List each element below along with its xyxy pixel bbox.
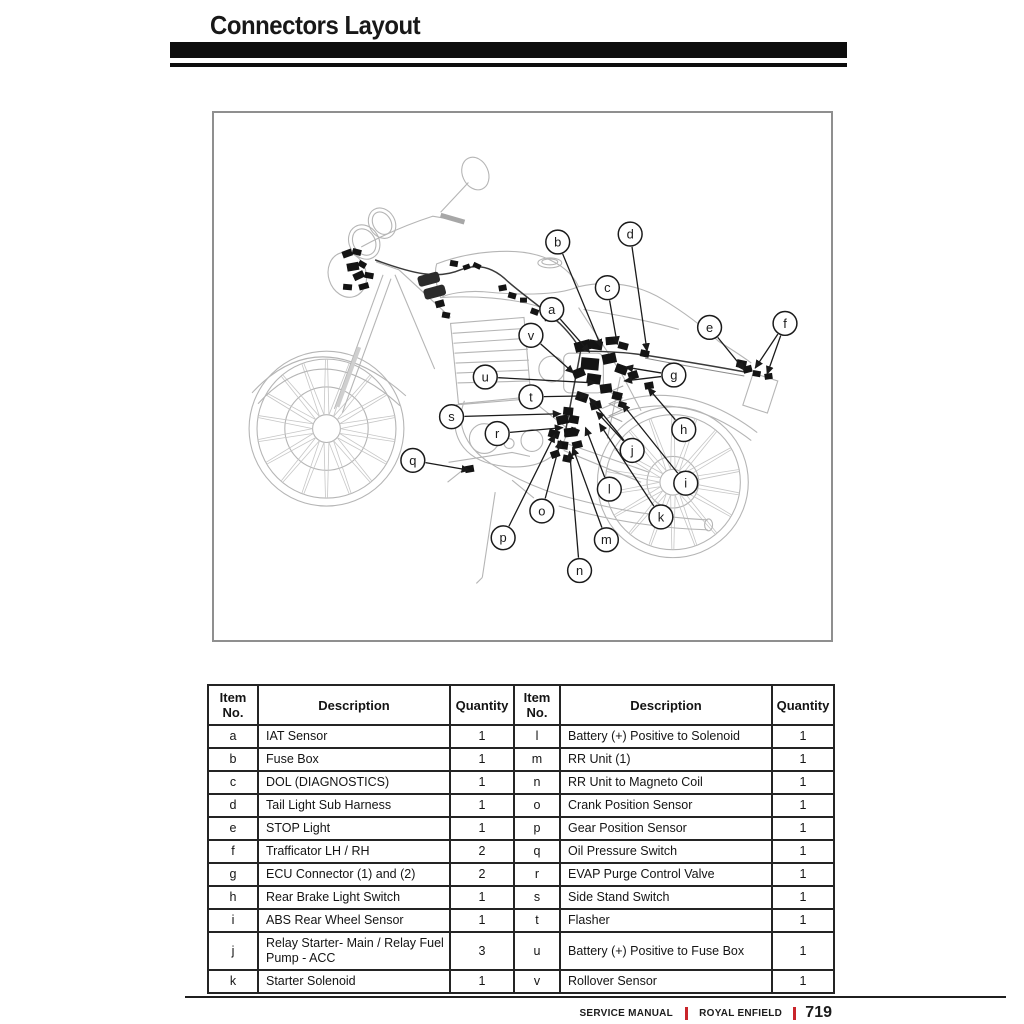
description-cell: Battery (+) Positive to Solenoid [560, 725, 772, 748]
svg-text:u: u [481, 369, 489, 385]
connector-blobs [341, 248, 772, 473]
svg-text:m: m [600, 532, 612, 548]
wheel-spoke [329, 442, 349, 494]
wheel-spoke [281, 438, 316, 482]
svg-text:j: j [630, 442, 634, 458]
svg-text:d: d [626, 226, 634, 242]
callout-c [595, 276, 619, 300]
item-no-cell: m [514, 748, 560, 771]
callout-r [485, 422, 509, 446]
description-cell: Gear Position Sensor [560, 817, 772, 840]
footer-page-number: 719 [805, 1004, 832, 1021]
wheel-spoke [267, 438, 316, 465]
description-cell: EVAP Purge Control Valve [560, 863, 772, 886]
quantity-cell: 2 [450, 863, 514, 886]
callout-d [618, 222, 642, 246]
table-row [208, 817, 834, 840]
callout-arrow [498, 378, 595, 383]
callout-arrow [648, 388, 675, 420]
item-no-cell: t [514, 909, 560, 932]
wiring-harness-art [375, 260, 745, 437]
table-row [208, 840, 834, 863]
quantity-cell: 1 [772, 794, 834, 817]
callout-arrow [755, 334, 778, 368]
item-no-cell: r [514, 863, 560, 886]
quantity-cell: 1 [450, 794, 514, 817]
svg-text:p: p [499, 530, 507, 546]
item-no-cell: l [514, 725, 560, 748]
table-row [208, 725, 834, 748]
column-header: Quantity [450, 685, 514, 725]
description-cell: Trafficator LH / RH [258, 840, 450, 863]
wheel-spoke [340, 433, 395, 441]
description-cell: Oil Pressure Switch [560, 840, 772, 863]
callout-n [568, 559, 592, 583]
item-no-cell: f [208, 840, 258, 863]
wheel-spoke [281, 376, 316, 420]
callout-f [773, 311, 797, 335]
wheel-spoke [340, 433, 388, 462]
table-row [208, 970, 834, 993]
callout-q [401, 448, 425, 472]
wheel-spoke [671, 415, 672, 470]
title-rule-thick [170, 42, 847, 58]
quantity-cell: 1 [772, 840, 834, 863]
column-header: Description [560, 685, 772, 725]
description-cell: ABS Rear Wheel Sensor [258, 909, 450, 932]
svg-text:k: k [657, 509, 665, 525]
wheel-spoke [333, 441, 370, 483]
description-cell: Rollover Sensor [560, 970, 772, 993]
wheel-spoke [266, 433, 314, 462]
wheel-spoke [340, 416, 395, 424]
svg-text:q: q [409, 452, 417, 468]
callout-arrow [544, 396, 588, 397]
description-cell: RR Unit (1) [560, 748, 772, 771]
title-rule-thin [170, 63, 847, 67]
callout-e [698, 315, 722, 339]
connectors-diagram-frame [212, 111, 833, 642]
description-cell: STOP Light [258, 817, 450, 840]
callout-arrow [426, 463, 470, 471]
table-row [208, 771, 834, 794]
quantity-cell: 1 [772, 886, 834, 909]
wheel-spoke [340, 395, 388, 424]
description-cell: Rear Brake Light Switch [258, 886, 450, 909]
footer-brand-label: ROYAL ENFIELD [699, 1007, 783, 1019]
quantity-cell: 1 [450, 817, 514, 840]
page-title: Connectors Layout [210, 10, 421, 40]
table-row [208, 886, 834, 909]
item-no-cell: c [208, 771, 258, 794]
quantity-cell: 1 [450, 771, 514, 794]
description-cell: IAT Sensor [258, 725, 450, 748]
quantity-cell: 1 [772, 970, 834, 993]
callout-arrow [632, 247, 647, 351]
callout-g [662, 363, 686, 387]
svg-text:v: v [527, 327, 535, 343]
wheel-spoke [283, 375, 320, 417]
wheel-spoke [283, 441, 320, 483]
quantity-cell: 1 [450, 725, 514, 748]
callout-arrow [541, 344, 574, 373]
callout-k [649, 505, 673, 529]
table-header-row [208, 685, 834, 725]
table-row [208, 909, 834, 932]
callout-o [530, 499, 554, 523]
item-no-cell: u [514, 932, 560, 970]
connectors-diagram [214, 113, 831, 640]
page-footer [400, 1002, 832, 1024]
quantity-cell: 1 [450, 970, 514, 993]
svg-text:f: f [783, 315, 787, 331]
callout-l [597, 477, 621, 501]
item-no-cell: d [208, 794, 258, 817]
wheel-spoke [649, 419, 667, 471]
item-no-cell: g [208, 863, 258, 886]
description-cell: ECU Connector (1) and (2) [258, 863, 450, 886]
description-cell: Crank Position Sensor [560, 794, 772, 817]
item-no-cell: e [208, 817, 258, 840]
description-cell: RR Unit to Magneto Coil [560, 771, 772, 794]
callout-a [540, 298, 564, 322]
svg-text:c: c [604, 280, 611, 296]
quantity-cell: 2 [450, 840, 514, 863]
wheel-spoke [337, 438, 372, 482]
svg-text:s: s [448, 409, 455, 425]
quantity-cell: 1 [772, 725, 834, 748]
table-row [208, 794, 834, 817]
table-row [208, 932, 834, 970]
callout-j [620, 439, 644, 463]
column-header: Item No. [514, 685, 560, 725]
footer-rule [185, 996, 1006, 998]
callout-p [491, 526, 515, 550]
table-row [208, 748, 834, 771]
item-no-cell: v [514, 970, 560, 993]
wheel-spoke [266, 395, 314, 424]
footer-manual-label: SERVICE MANUAL [579, 1007, 674, 1019]
column-header: Item No. [208, 685, 258, 725]
callout-arrow [767, 336, 781, 374]
wheel-spoke [302, 441, 320, 494]
item-no-cell: q [514, 840, 560, 863]
description-cell: Relay Starter- Main / Relay Fuel Pump - ACC [258, 932, 450, 970]
quantity-cell: 1 [450, 886, 514, 909]
svg-text:b: b [554, 234, 562, 250]
callout-s [440, 405, 464, 429]
item-no-cell: n [514, 771, 560, 794]
item-no-cell: a [208, 725, 258, 748]
column-header: Description [258, 685, 450, 725]
item-no-cell: i [208, 909, 258, 932]
description-cell: Tail Light Sub Harness [258, 794, 450, 817]
svg-text:a: a [548, 301, 556, 317]
callout-h [672, 418, 696, 442]
callout-u [473, 365, 497, 389]
wheel-spoke [337, 438, 386, 465]
callout-arrow [718, 337, 745, 370]
svg-text:i: i [684, 475, 688, 491]
item-no-cell: b [208, 748, 258, 771]
svg-text:l: l [607, 481, 611, 497]
callout-m [594, 528, 618, 552]
svg-text:t: t [529, 389, 533, 405]
quantity-cell: 1 [772, 748, 834, 771]
wheel-spoke [258, 433, 313, 441]
wheel-spoke [304, 442, 324, 494]
item-no-cell: p [514, 817, 560, 840]
callout-arrow [570, 451, 579, 557]
callout-v [519, 323, 543, 347]
footer-separator-icon [685, 1007, 688, 1020]
wheel-spoke [333, 441, 351, 494]
quantity-cell: 1 [772, 771, 834, 794]
wheel-spoke [674, 495, 675, 550]
callout-i [674, 471, 698, 495]
item-no-cell: s [514, 886, 560, 909]
description-cell: Fuse Box [258, 748, 450, 771]
description-cell: Side Stand Switch [560, 886, 772, 909]
description-cell: Battery (+) Positive to Fuse Box [560, 932, 772, 970]
svg-text:g: g [670, 367, 678, 383]
item-no-cell: k [208, 970, 258, 993]
connectors-table [207, 684, 835, 994]
quantity-cell: 1 [772, 932, 834, 970]
table-row [208, 863, 834, 886]
quantity-cell: 1 [772, 817, 834, 840]
callout-b [546, 230, 570, 254]
column-header: Quantity [772, 685, 834, 725]
description-cell: DOL (DIAGNOSTICS) [258, 771, 450, 794]
item-no-cell: h [208, 886, 258, 909]
item-no-cell: j [208, 932, 258, 970]
quantity-cell: 3 [450, 932, 514, 970]
svg-text:o: o [538, 503, 546, 519]
quantity-cell: 1 [772, 909, 834, 932]
wheel-spoke [683, 448, 731, 474]
svg-text:r: r [495, 426, 500, 442]
quantity-cell: 1 [772, 863, 834, 886]
description-cell: Flasher [560, 909, 772, 932]
quantity-cell: 1 [450, 748, 514, 771]
quantity-cell: 1 [450, 909, 514, 932]
wheel-spoke [258, 416, 313, 424]
item-no-cell: o [514, 794, 560, 817]
svg-text:h: h [680, 422, 688, 438]
wheel-spoke [267, 393, 316, 420]
callout-arrow [586, 428, 605, 478]
footer-separator-icon [793, 1007, 796, 1020]
callout-t [519, 385, 543, 409]
svg-text:n: n [575, 562, 584, 578]
callout-arrow [464, 414, 560, 417]
svg-text:e: e [705, 319, 714, 335]
description-cell: Starter Solenoid [258, 970, 450, 993]
